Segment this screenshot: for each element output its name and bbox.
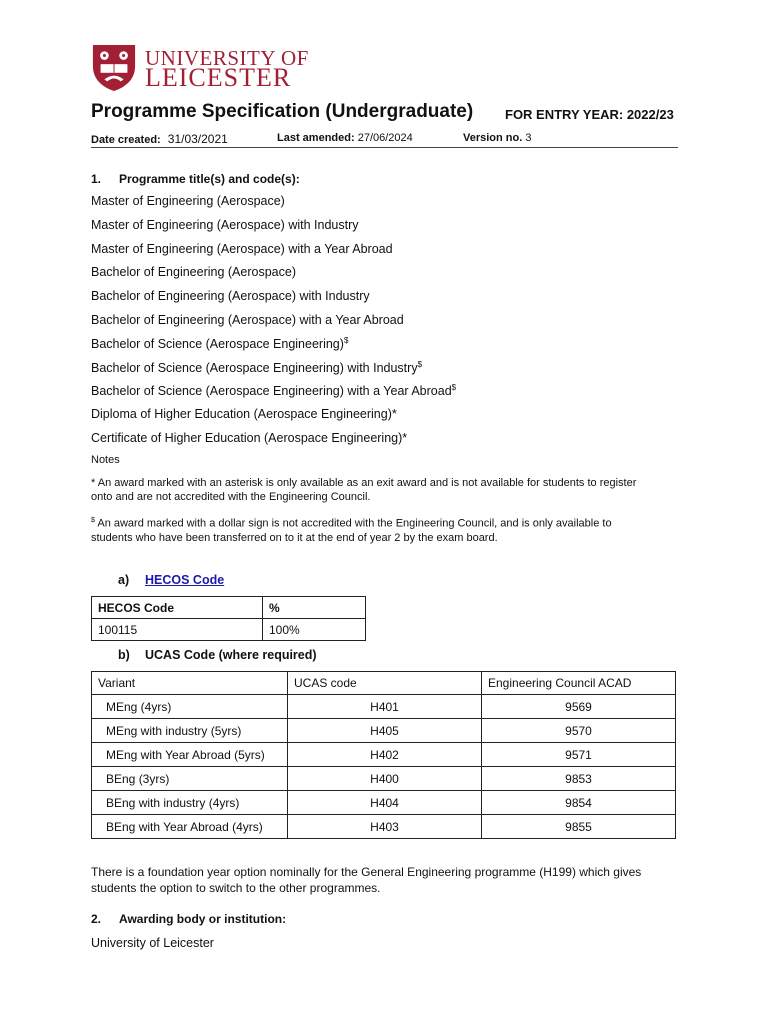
hecos-table	[91, 596, 366, 641]
table-cell: 9853	[482, 767, 676, 791]
table-row	[92, 767, 676, 791]
section-2-title: Awarding body or institution:	[119, 912, 287, 926]
programme-title: Bachelor of Science (Aerospace Engineering)$	[91, 336, 349, 352]
header-divider	[91, 147, 678, 148]
table-cell: H400	[288, 767, 482, 791]
table-row	[92, 695, 676, 719]
table-header-cell: HECOS Code	[92, 597, 263, 619]
page-title: Programme Specification (Undergraduate)	[91, 101, 474, 122]
table-cell: H405	[288, 719, 482, 743]
table-row	[92, 619, 366, 641]
hecos-code-link[interactable]: HECOS Code	[145, 573, 225, 587]
date-created-label: Date created:	[91, 134, 161, 146]
hecos-heading: a) HECOS Code	[118, 573, 225, 587]
dollar-marker: $	[451, 383, 457, 392]
logo-wordmark-line2: LEICESTER	[145, 63, 292, 92]
notes-label: Notes	[91, 454, 120, 466]
ucas-table	[91, 671, 676, 839]
entry-year: FOR ENTRY YEAR: 2022/23	[505, 107, 674, 122]
table-cell: H403	[288, 815, 482, 839]
table-cell: BEng with Year Abroad (4yrs)	[92, 815, 288, 839]
table-header-cell: UCAS code	[288, 672, 482, 695]
programme-title: Certificate of Higher Education (Aerospace Engineering)*	[91, 431, 408, 445]
last-amended-label: Last amended:	[277, 132, 355, 144]
table-cell: 100%	[263, 619, 366, 641]
section-1-heading	[91, 172, 300, 186]
logo-wordmark-line1: UNIVERSITY OF	[145, 46, 309, 70]
table-cell: MEng (4yrs)	[92, 695, 288, 719]
table-header-row	[92, 672, 676, 695]
table-cell: 100115	[92, 619, 263, 641]
dollar-marker: $	[343, 336, 349, 345]
programme-title: Bachelor of Engineering (Aerospace) with Industry	[91, 289, 370, 303]
table-cell: BEng (3yrs)	[92, 767, 288, 791]
programme-title: Bachelor of Science (Aerospace Engineering) with a Year Abroad$	[91, 383, 457, 399]
dollar-marker: $	[417, 360, 423, 369]
table-row	[92, 743, 676, 767]
table-cell: 9571	[482, 743, 676, 767]
table-cell: 9854	[482, 791, 676, 815]
table-header-cell: %	[263, 597, 366, 619]
table-cell: MEng with industry (5yrs)	[92, 719, 288, 743]
version	[463, 132, 531, 144]
university-crest-logo	[91, 42, 137, 94]
programme-title: Bachelor of Science (Aerospace Engineering) with Industry$	[91, 360, 423, 376]
note-asterisk: * An award marked with an asterisk is only available as an exit award and is not available for students to register onto and are not accredited with the Engineering Council.	[91, 477, 637, 503]
table-row	[92, 815, 676, 839]
section-1-number: 1.	[91, 172, 102, 186]
table-cell: H402	[288, 743, 482, 767]
awarding-body: University of Leicester	[91, 936, 214, 950]
note-dollar: $ An award marked with a dollar sign is not accredited with the Engineering Council, and is only available to students who have been transferred on to it at the end of year 2 by the exam board.	[91, 517, 612, 544]
table-cell: 9855	[482, 815, 676, 839]
programme-title: Master of Engineering (Aerospace) with Industry	[91, 218, 359, 232]
table-header-row	[92, 597, 366, 619]
table-row	[92, 791, 676, 815]
table-cell: 9570	[482, 719, 676, 743]
table-cell: MEng with Year Abroad (5yrs)	[92, 743, 288, 767]
programme-title: Bachelor of Engineering (Aerospace)	[91, 265, 296, 279]
programme-title: Master of Engineering (Aerospace)	[91, 194, 285, 208]
section-2-heading	[91, 912, 286, 926]
programme-title: Diploma of Higher Education (Aerospace Engineering)*	[91, 407, 397, 421]
foundation-year-note: There is a foundation year option nominally for the General Engineering programme (H199) which gives students the option to switch to the other programmes.	[91, 865, 642, 895]
ucas-heading: b) UCAS Code (where required)	[118, 648, 317, 662]
table-header-cell: Variant	[92, 672, 288, 695]
section-1-title: Programme title(s) and code(s):	[119, 172, 300, 186]
table-cell: H404	[288, 791, 482, 815]
programme-title: Bachelor of Engineering (Aerospace) with a Year Abroad	[91, 313, 404, 327]
table-row	[92, 719, 676, 743]
last-amended	[277, 132, 413, 144]
programme-title: Master of Engineering (Aerospace) with a Year Abroad	[91, 242, 393, 256]
date-created	[91, 132, 228, 146]
version-value: 3	[525, 132, 532, 144]
table-cell: H401	[288, 695, 482, 719]
date-created-value: 31/03/2021	[167, 132, 228, 146]
section-2-number: 2.	[91, 912, 102, 926]
last-amended-value: 27/06/2024	[357, 132, 413, 144]
table-cell: 9569	[482, 695, 676, 719]
version-label: Version no.	[463, 132, 523, 144]
table-header-cell: Engineering Council ACAD	[482, 672, 676, 695]
table-cell: BEng with industry (4yrs)	[92, 791, 288, 815]
